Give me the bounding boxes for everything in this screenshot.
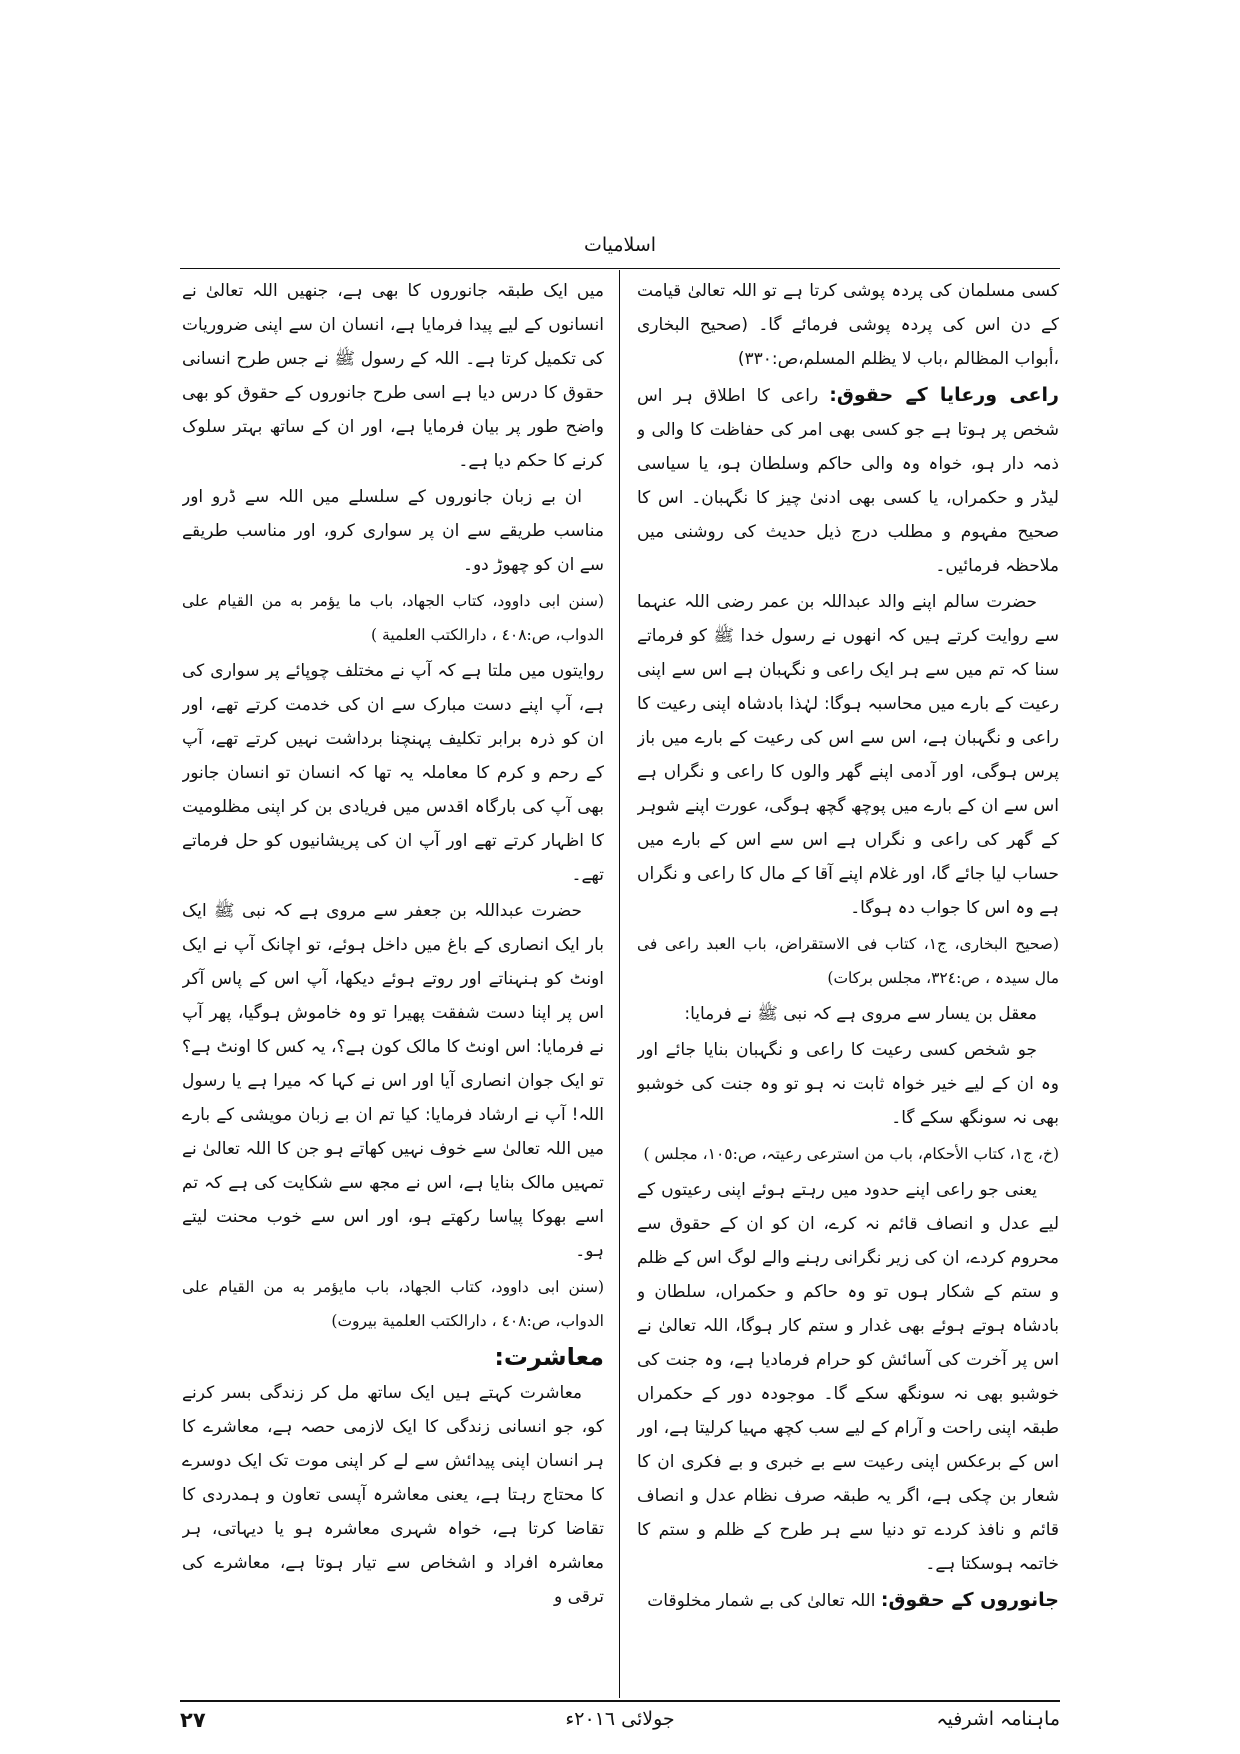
- subheading: راعی ورعایا کے حقوق:: [829, 384, 1059, 406]
- header-rule: [180, 268, 1060, 269]
- reference: (صحیح البخاری ،أبواب المظالم ،باب لا یظلم المسلم،ص:٣٣٠): [637, 315, 1059, 369]
- paragraph: روایتوں میں ملتا ہے کہ آپ نے مختلف چوپائے پر سواری کی ہے، آپ اپنے دست مبارک سے ان کی خدمت کرتے تھے، اور ان کو ذرہ برابر تکلیف پہنچنا برداشت نہیں کرتے تھے، آپ کے رحم و کرم کا معاملہ یہ تھا کہ انسان تو انسان جانور بھی آپ کی بارگاہ اقدس میں فریادی بن کر اپنی مظلومیت کا اظہار کرتے تھے اور آپ ان کی پریشانیوں کو حل فرماتے تھے۔: [182, 661, 604, 885]
- paragraph: میں ایک طبقہ جانوروں کا بھی ہے، جنھیں اللہ تعالیٰ نے انسانوں کے لیے پیدا فرمایا ہے، انسان ان سے اپنی ضروریات کی تکمیل کرتا ہے۔ اللہ کے رسول ﷺ نے جس طرح انسانی حقوق کا درس دیا ہے اسی طرح جانوروں کے حقوق کو بھی واضح طور پر بیان فرمایا ہے، اور ان کے ساتھ بہتر سلوک کرنے کا حکم دیا ہے۔: [182, 281, 604, 471]
- subheading: جانوروں کے حقوق:: [880, 1589, 1059, 1611]
- reference: (صحیح البخاری، ج١، کتاب فی الاستقراض، باب العبد راعی فی مال سیدہ ، ص:٣٢٤، مجلس برکات): [637, 935, 1059, 987]
- footer-magazine-name: ماہنامہ اشرفیہ: [936, 1708, 1060, 1730]
- paragraph: [637, 274, 1059, 376]
- section-animal-rights: [637, 1583, 1059, 1618]
- footer-rule: [180, 1700, 1060, 1702]
- right-column: [637, 274, 1059, 1694]
- column-divider: [619, 270, 620, 1698]
- paragraph: یعنی جو راعی اپنے حدود میں رہتے ہوئے اپنی رعیتوں کے لیے عدل و انصاف قائم نہ کرے، ان کو ان کے حقوق سے محروم کردے، ان کی زیر نگرانی رہنے والے لوگ اس کے ظلم و ستم کے شکار ہوں تو وہ حاکم و حکمراں، سلطان و بادشاہ ہوتے ہوئے بھی غدار و ستم کار ہوگا، اللہ تعالیٰ نے اس پر آخرت کی آسائش کو حرام فرمادیا ہے، وہ جنت کی خوشبو بھی نہ سونگھ سکے گا۔ موجودہ دور کے حکمراں طبقہ اپنی راحت و آرام کے لیے سب کچھ مہیا کرلیتا ہے، اور اس کے برعکس اپنی رعیت سے بے خبری و بے فکری ان کا شعار بن چکی ہے، اگر یہ طبقہ صرف نظام عدل و انصاف قائم و نافذ کردے تو دنیا سے ہر طرح کے ظلم و ستم کا خاتمہ ہوسکتا ہے۔: [637, 1180, 1059, 1574]
- reference: (خ، ج١، کتاب الأحکام، باب من استرعی رعیتہ، ص:١٠٥، مجلس ): [643, 1145, 1059, 1163]
- paragraph-text: اللہ تعالیٰ کی بے شمار مخلوقات: [647, 1591, 876, 1611]
- paragraph: معقل بن یسار سے مروی ہے کہ نبی ﷺ نے فرمایا:: [684, 1004, 1037, 1024]
- paragraph: حضرت سالم اپنے والد عبداللہ بن عمر رضی اللہ عنہما سے روایت کرتے ہیں کہ انھوں نے رسول خدا ﷺ کو فرماتے سنا کہ تم میں سے ہر ایک راعی و نگہبان ہے اس سے اپنی رعیت کے بارے میں محاسبہ ہوگا: لہٰذا بادشاہ اپنی رعیت کا راعی و نگہبان ہے، اس سے اس کی رعیت کے بارے میں باز پرس ہوگی، اور آدمی اپنے گھر والوں کا راعی و نگراں ہے اس سے ان کے بارے میں پوچھ گچھ ہوگی، عورت اپنے شوہر کے گھر کی راعی و نگراں ہے اس سے اس کے بارے میں حساب لیا جائے گا، اور غلام اپنے آقا کے مال کا راعی و نگراں ہے وہ اس کا جواب دہ ہوگا۔: [637, 592, 1059, 918]
- paragraph: حضرت عبداللہ بن جعفر سے مروی ہے کہ نبی ﷺ ایک بار ایک انصاری کے باغ میں داخل ہوئے، تو اچانک آپ نے ایک اونٹ کو ہنہناتے اور روتے ہوئے دیکھا، آپ اس کے پاس آکر اس پر اپنا دست شفقت پھیرا تو وہ خاموش ہوگیا، پھر آپ نے فرمایا: اس اونٹ کا مالک کون ہے؟، یہ کس کا اونٹ ہے؟ تو ایک جوان انصاری آیا اور اس نے کہا کہ میرا ہے یا رسول اللہ! آپ نے ارشاد فرمایا: کیا تم ان بے زبان مویشی کے بارے میں اللہ تعالیٰ سے خوف نہیں کھاتے ہو جن کا اللہ تعالیٰ نے تمہیں مالک بنایا ہے، اس نے مجھ سے شکایت کی ہے کہ تم اسے بھوکا پیاسا رکھتے ہو، اور اس سے خوب محنت لیتے ہو۔: [182, 901, 604, 1261]
- paragraph: ان بے زبان جانوروں کے سلسلے میں اللہ سے ڈرو اور مناسب طریقے سے ان پر سواری کرو، اور مناسب طریقے سے ان کو چھوڑ دو۔: [182, 487, 604, 575]
- footer-date: جولائی ٢٠١٦ء: [565, 1708, 675, 1730]
- paragraph-text: راعی کا اطلاق ہر اس شخص پر ہوتا ہے جو کسی بھی امر کی حفاظت کا والی و ذمہ دار ہو، خواہ وہ والی حاکم وسلطان ہو، یا سیاسی لیڈر و حکمراں، یا کسی بھی ادنیٰ چیز کا نگہبان۔ اس کا صحیح مفہوم و مطلب درج ذیل حدیث کی روشنی میں ملاحظہ فرمائیں۔: [637, 386, 1059, 576]
- section-rulers-rights: [637, 378, 1059, 583]
- paragraph-text: کسی مسلمان کی پردہ پوشی کرتا ہے تو اللہ تعالیٰ قیامت کے دن اس کی پردہ پوشی فرمائے گا۔: [637, 281, 1059, 335]
- reference: (سنن ابی داوود، کتاب الجهاد، باب مایؤمر به من القیام علی الدواب، ص:٤٠٨ ، دارالکتب العلمیة بیروت): [182, 1278, 604, 1330]
- left-column: [182, 274, 604, 1694]
- paragraph: جو شخص کسی رعیت کا راعی و نگہبان بنایا جائے اور وہ ان کے لیے خیر خواہ ثابت نہ ہو تو وہ جنت کی خوشبو بھی نہ سونگھ سکے گا۔: [637, 1040, 1059, 1128]
- paragraph: معاشرت کہتے ہیں ایک ساتھ مل کر زندگی بسر کرنے کو، جو انسانی زندگی کا ایک لازمی حصہ ہے، معاشرے کا ہر انسان اپنی پیدائش سے لے کر اپنی موت تک ایک دوسرے کا محتاج رہتا ہے، یعنی معاشرہ آپسی تعاون و ہمدردی کا تقاضا کرتا ہے، خواہ شہری معاشرہ ہو یا دیہاتی، ہر معاشرہ افراد و اشخاص سے تیار ہوتا ہے، معاشرے کی ترقی و: [182, 1383, 604, 1607]
- section-title: معاشرت:: [494, 1343, 604, 1371]
- page-header: اسلامیات: [583, 234, 657, 256]
- page-number: ٢٧: [180, 1708, 206, 1732]
- reference: (سنن ابی داوود، کتاب الجهاد، باب ما یؤمر به من القیام علی الدواب، ص:٤٠٨ ، دارالکتب العلمیة ): [182, 592, 604, 644]
